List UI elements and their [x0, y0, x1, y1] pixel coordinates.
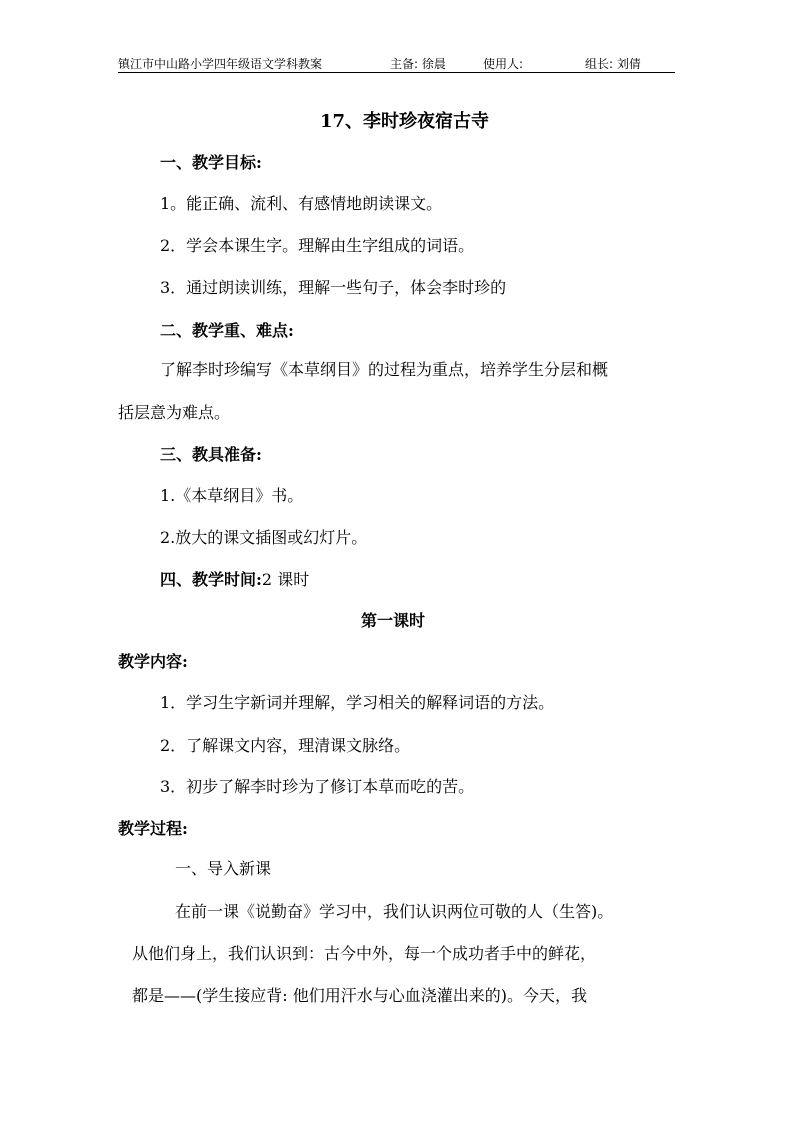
key-points-text-cont: 括层意为难点。	[118, 403, 231, 422]
process-step-title: 一、导入新课	[175, 859, 272, 878]
time-value: 2 课时	[261, 570, 310, 589]
lesson1-title: 第一课时	[361, 611, 426, 630]
objective-item: 1。能正确、流利、有感情地朗读课文。	[160, 194, 443, 213]
prep-item: 1.《本草纲目》书。	[160, 486, 304, 505]
lesson-title: 17、李时珍夜宿古寺	[320, 111, 490, 132]
content-item: 2．了解课文内容，理清课文脉络。	[160, 736, 411, 755]
header-leader: 组长: 刘倩	[585, 57, 641, 71]
paragraph-line: 在前一课《说勤奋》学习中，我们认识两位可敬的人（生答)。	[175, 902, 614, 921]
objectives-heading: 一、教学目标:	[160, 153, 262, 172]
header-school: 镇江市中山路小学四年级语文学科教案	[118, 57, 323, 71]
time-heading: 四、教学时间:	[160, 570, 262, 589]
key-points-text: 了解李时珍编写《本草纲目》的过程为重点，培养学生分层和概	[160, 360, 609, 379]
header-user: 使用人:	[483, 57, 524, 71]
time-line	[160, 567, 309, 590]
header-preparer: 主备: 徐晨	[390, 57, 446, 71]
content-item: 1．学习生字新词并理解，学习相关的解释词语的方法。	[160, 693, 555, 712]
key-points-heading: 二、教学重、难点:	[160, 321, 294, 340]
page-header	[118, 52, 675, 73]
objective-item: 3．通过朗读训练，理解一些句子，体会李时珍的	[160, 278, 507, 297]
objective-item: 2．学会本课生字。理解由生字组成的词语。	[160, 236, 475, 255]
process-heading: 教学过程:	[118, 819, 188, 838]
content-heading: 教学内容:	[118, 652, 188, 671]
paragraph-line: 都是——(学生接应背: 他们用汗水与心血浇灌出来的)。今天，我	[132, 986, 587, 1005]
prep-heading: 三、教具准备:	[160, 445, 262, 464]
content-item: 3．初步了解李时珍为了修订本草而吃的苦。	[160, 777, 475, 796]
paragraph-line: 从他们身上，我们认识到：古今中外，每一个成功者手中的鲜花，	[132, 944, 597, 963]
prep-item: 2.放大的课文插图或幻灯片。	[160, 528, 368, 547]
